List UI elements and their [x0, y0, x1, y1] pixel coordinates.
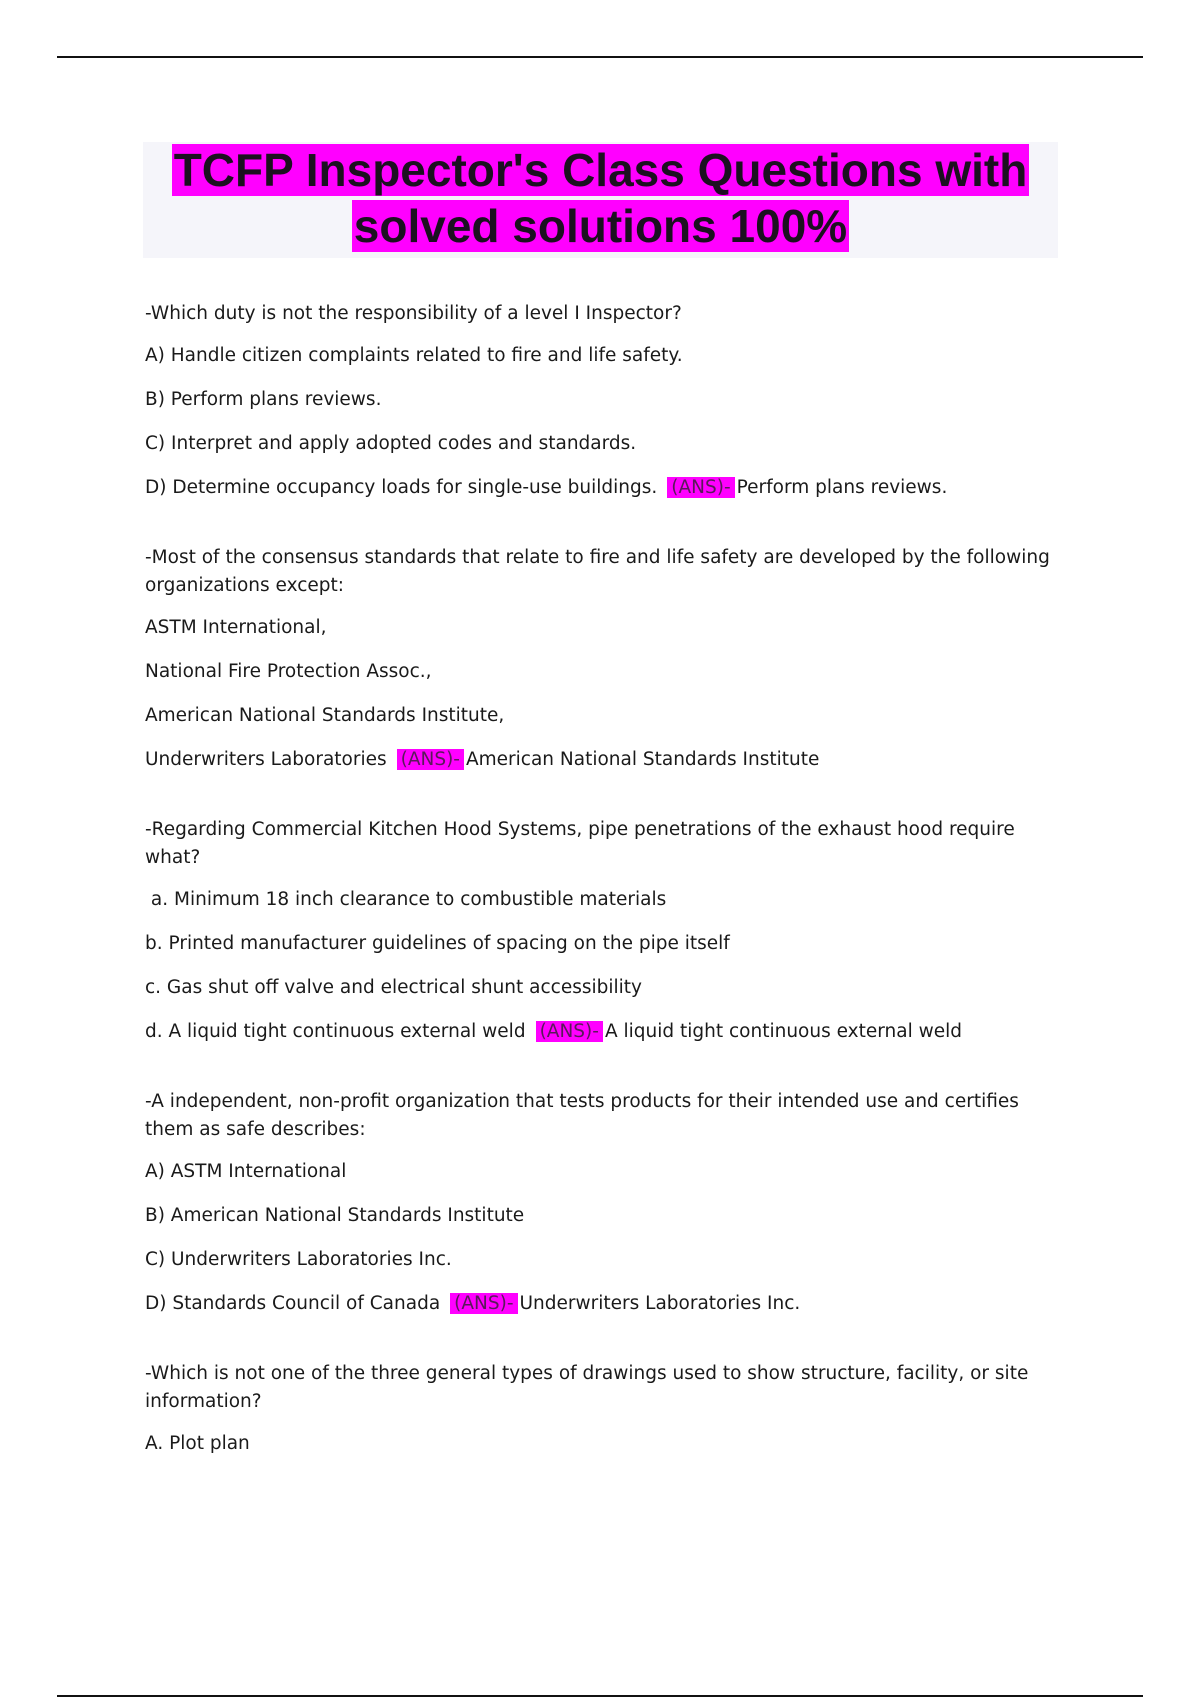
answer-option: A. Plot plan [145, 1433, 250, 1454]
answer-option: C) Interpret and apply adopted codes and standards. [145, 433, 637, 454]
answer-option: C) Underwriters Laboratories Inc. [145, 1249, 452, 1270]
question-block [145, 816, 1065, 1046]
question-block [145, 1088, 1065, 1318]
answer-option: Underwriters Laboratories [145, 749, 387, 770]
answer-option: D) Determine occupancy loads for single-use buildings. [145, 477, 658, 498]
correct-answer: A liquid tight continuous external weld [604, 1021, 963, 1042]
question-text: -Which duty is not the responsibility of a level I Inspector? [145, 303, 682, 324]
answer-option: A) Handle citizen complaints related to fire and life safety. [145, 345, 683, 366]
correct-answer: American National Standards Institute [465, 749, 820, 770]
answer-option: D) Standards Council of Canada [145, 1293, 441, 1314]
title-line-2 [143, 198, 1058, 254]
title-line-1 [143, 142, 1058, 198]
ans-tag: (ANS)- [536, 1021, 603, 1042]
ans-tag: (ANS)- [667, 477, 734, 498]
answer-option: A) ASTM International [145, 1161, 347, 1182]
title-line-1-text: TCFP Inspector's Class Questions with [173, 144, 1028, 196]
answer-option: ASTM International, [145, 617, 327, 638]
answer-option-with-answer [145, 746, 1065, 774]
correct-answer: Underwriters Laboratories Inc. [519, 1293, 801, 1314]
question-text: -Which is not one of the three general types of drawings used to show structure, facility, or site information? [145, 1363, 1035, 1412]
correct-answer: Perform plans reviews. [736, 477, 948, 498]
question-text: -A independent, non-profit organization that tests products for their intended use and certifies them as safe describes: [145, 1091, 1025, 1140]
question-text: -Most of the consensus standards that relate to fire and life safety are developed by the following organizations except: [145, 547, 1056, 596]
question-text: -Regarding Commercial Kitchen Hood Systems, pipe penetrations of the exhaust hood require what? [145, 819, 1021, 868]
answer-option: c. Gas shut off valve and electrical shunt accessibility [145, 977, 643, 998]
answer-option: a. Minimum 18 inch clearance to combustible materials [145, 889, 667, 910]
answer-option-with-answer [145, 474, 1065, 502]
answer-option-with-answer [145, 1290, 1065, 1318]
answer-option: b. Printed manufacturer guidelines of spacing on the pipe itself [145, 933, 730, 954]
question-block [145, 544, 1065, 774]
question-block [145, 1360, 1065, 1458]
top-rule [57, 56, 1143, 58]
question-block [145, 300, 1065, 502]
bottom-rule [57, 1695, 1143, 1697]
answer-option-with-answer [145, 1018, 1065, 1046]
answer-option: B) Perform plans reviews. [145, 389, 382, 410]
document-title [143, 142, 1058, 258]
ans-tag: (ANS)- [397, 749, 464, 770]
answer-option: American National Standards Institute, [145, 705, 505, 726]
answer-option: National Fire Protection Assoc., [145, 661, 432, 682]
answer-option: d. A liquid tight continuous external weld [145, 1021, 526, 1042]
answer-option: B) American National Standards Institute [145, 1205, 525, 1226]
question-list [145, 300, 1065, 1500]
title-line-2-text: solved solutions 100% [353, 200, 848, 252]
ans-tag: (ANS)- [450, 1293, 517, 1314]
